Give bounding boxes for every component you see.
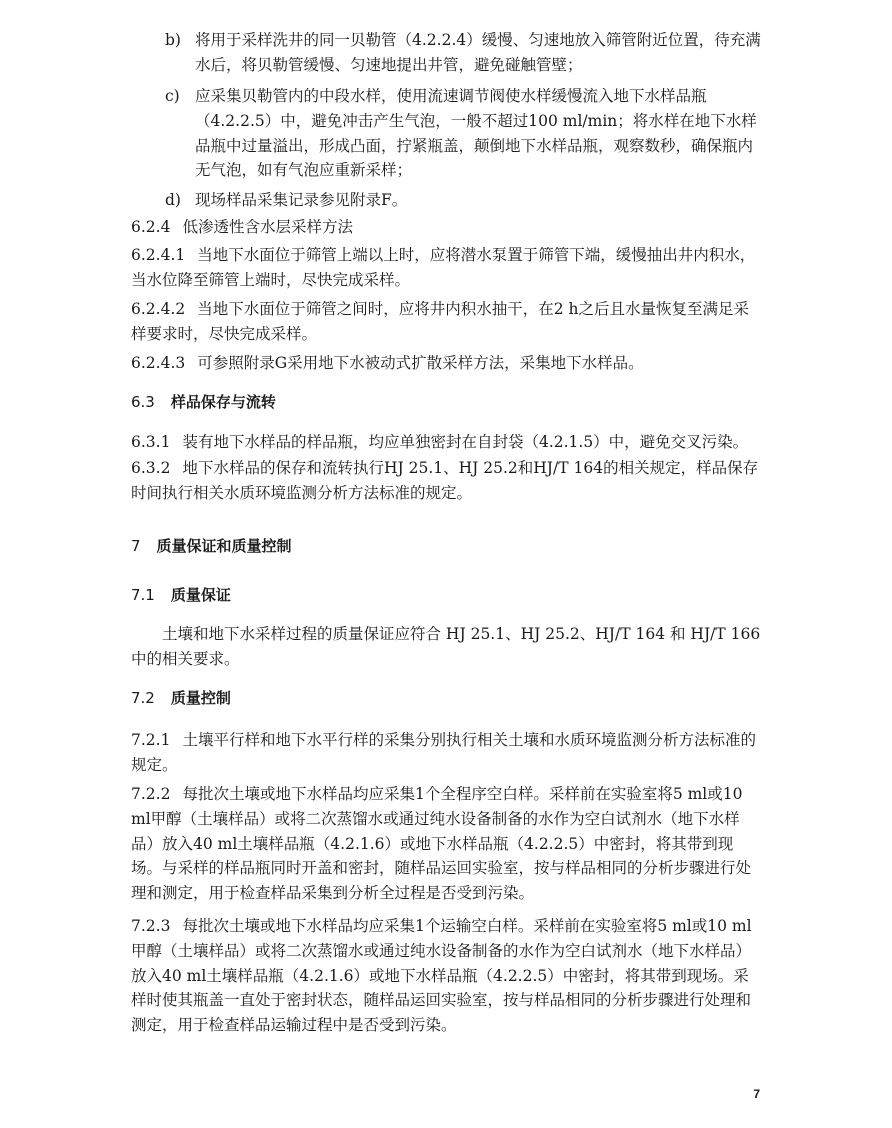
clause-number: 6.2.4.1 xyxy=(131,246,186,264)
clause-number: 6.2.4.3 xyxy=(131,354,186,372)
section-heading-7-1 xyxy=(131,584,231,606)
section-heading-7 xyxy=(131,535,292,557)
clause-text: 当地下水面位于筛管之间时，应将井内积水抽干，在2 h之后且水量恢复至满足采样要求时，尽快完成采样。 xyxy=(131,300,750,343)
heading-number: 7.1 xyxy=(131,586,155,604)
clause-text: 每批次土壤或地下水样品均应采集1个全程序空白样。采样前在实验室将5 ml或10 ml甲醇（土壤样品）或将二次蒸馏水或通过纯水设备制备的水作为空白试剂水（地下水样品）放入40 ml土壤样品瓶（4.2.1.6）或地下水样品瓶（4.2.2.5）中密封，将其带到现场。与采样的样品瓶同时开盖和密封，随样品运回实验室，按与样品相同的分析步骤进行处理和测定，用于检查样品采集到分析全过程是否受到污染。 xyxy=(131,785,752,903)
list-item-b xyxy=(165,28,761,78)
clause-7-2-1 xyxy=(131,728,761,778)
clause-6-2-4-3 xyxy=(131,351,761,376)
clause-7-2-3 xyxy=(131,914,761,1038)
list-item-c xyxy=(165,84,761,183)
clause-number: 6.2.4.2 xyxy=(131,300,186,318)
clause-6-2-4-2 xyxy=(131,297,761,347)
heading-number: 6.3 xyxy=(131,393,155,411)
clause-6-3-1 xyxy=(131,430,761,455)
list-item-text: 应采集贝勒管内的中段水样，使用流速调节阀使水样缓慢流入地下水样品瓶（4.2.2.5）中，避免冲击产生气泡，一般不超过100 ml/min；将水样在地下水样品瓶中过量溢出，形成凸面，拧紧瓶盖，颠倒地下水样品瓶，观察数秒，确保瓶内无气泡，如有气泡应重新采样； xyxy=(195,87,757,180)
list-item-d xyxy=(165,188,761,213)
clause-number: 6.3.1 xyxy=(131,433,171,451)
clause-7-2-2 xyxy=(131,782,761,906)
heading-text: 质量保证和质量控制 xyxy=(156,537,292,555)
clause-text: 低渗透性含水层采样方法 xyxy=(182,218,353,236)
clause-text: 装有地下水样品的样品瓶，均应单独密封在自封袋（4.2.1.5）中，避免交叉污染。 xyxy=(182,433,749,451)
page-number: 7 xyxy=(753,1087,760,1101)
clause-number: 7.2.3 xyxy=(131,917,171,935)
heading-text: 样品保存与流转 xyxy=(170,393,276,411)
clause-number: 6.2.4 xyxy=(131,218,171,236)
heading-number: 7.2 xyxy=(131,689,155,707)
list-item-label: c) xyxy=(165,87,180,105)
list-item-label: d) xyxy=(165,191,181,209)
section-heading-6-3 xyxy=(131,391,276,413)
clause-number: 6.3.2 xyxy=(131,459,171,477)
clause-text: 土壤平行样和地下水平行样的采集分别执行相关土壤和水质环境监测分析方法标准的规定。 xyxy=(131,731,756,774)
paragraph-7-1: 土壤和地下水采样过程的质量保证应符合 HJ 25.1、HJ 25.2、HJ/T 164 和 HJ/T 166 中的相关要求。 xyxy=(131,625,761,668)
heading-text: 质量控制 xyxy=(170,689,231,707)
list-item-label: b) xyxy=(165,31,181,49)
clause-6-2-4 xyxy=(131,215,761,240)
list-item-text: 现场样品采集记录参见附录F。 xyxy=(195,191,408,209)
clause-text: 每批次土壤或地下水样品均应采集1个运输空白样。采样前在实验室将5 ml或10 ml甲醇（土壤样品）或将二次蒸馏水或通过纯水设备制备的水作为空白试剂水（地下水样品）放入40 ml土壤样品瓶（4.2.1.6）或地下水样品瓶（4.2.2.5）中密封，将其带到现场。采样时使其瓶盖一直处于密封状态，随样品运回实验室，按与样品相同的分析步骤进行处理和测定，用于检查样品运输过程中是否受到污染。 xyxy=(131,917,752,1035)
list-item-text: 将用于采样洗井的同一贝勒管（4.2.2.4）缓慢、匀速地放入筛管附近位置，待充满水后，将贝勒管缓慢、匀速地提出井管，避免碰触管壁； xyxy=(195,31,761,74)
clause-text: 可参照附录G采用地下水被动式扩散采样方法，采集地下水样品。 xyxy=(197,354,644,372)
clause-text: 当地下水面位于筛管上端以上时，应将潜水泵置于筛管下端，缓慢抽出井内积水，当水位降至筛管上端时，尽快完成采样。 xyxy=(131,246,756,289)
heading-text: 质量保证 xyxy=(170,586,231,604)
section-heading-7-2 xyxy=(131,687,231,709)
clause-number: 7.2.2 xyxy=(131,785,171,803)
clause-number: 7.2.1 xyxy=(131,731,171,749)
clause-6-3-2 xyxy=(131,456,761,506)
clause-6-2-4-1 xyxy=(131,243,761,293)
clause-text: 地下水样品的保存和流转执行HJ 25.1、HJ 25.2和HJ/T 164的相关规定，样品保存时间执行相关水质环境监测分析方法标准的规定。 xyxy=(131,459,759,502)
heading-number: 7 xyxy=(131,537,141,555)
